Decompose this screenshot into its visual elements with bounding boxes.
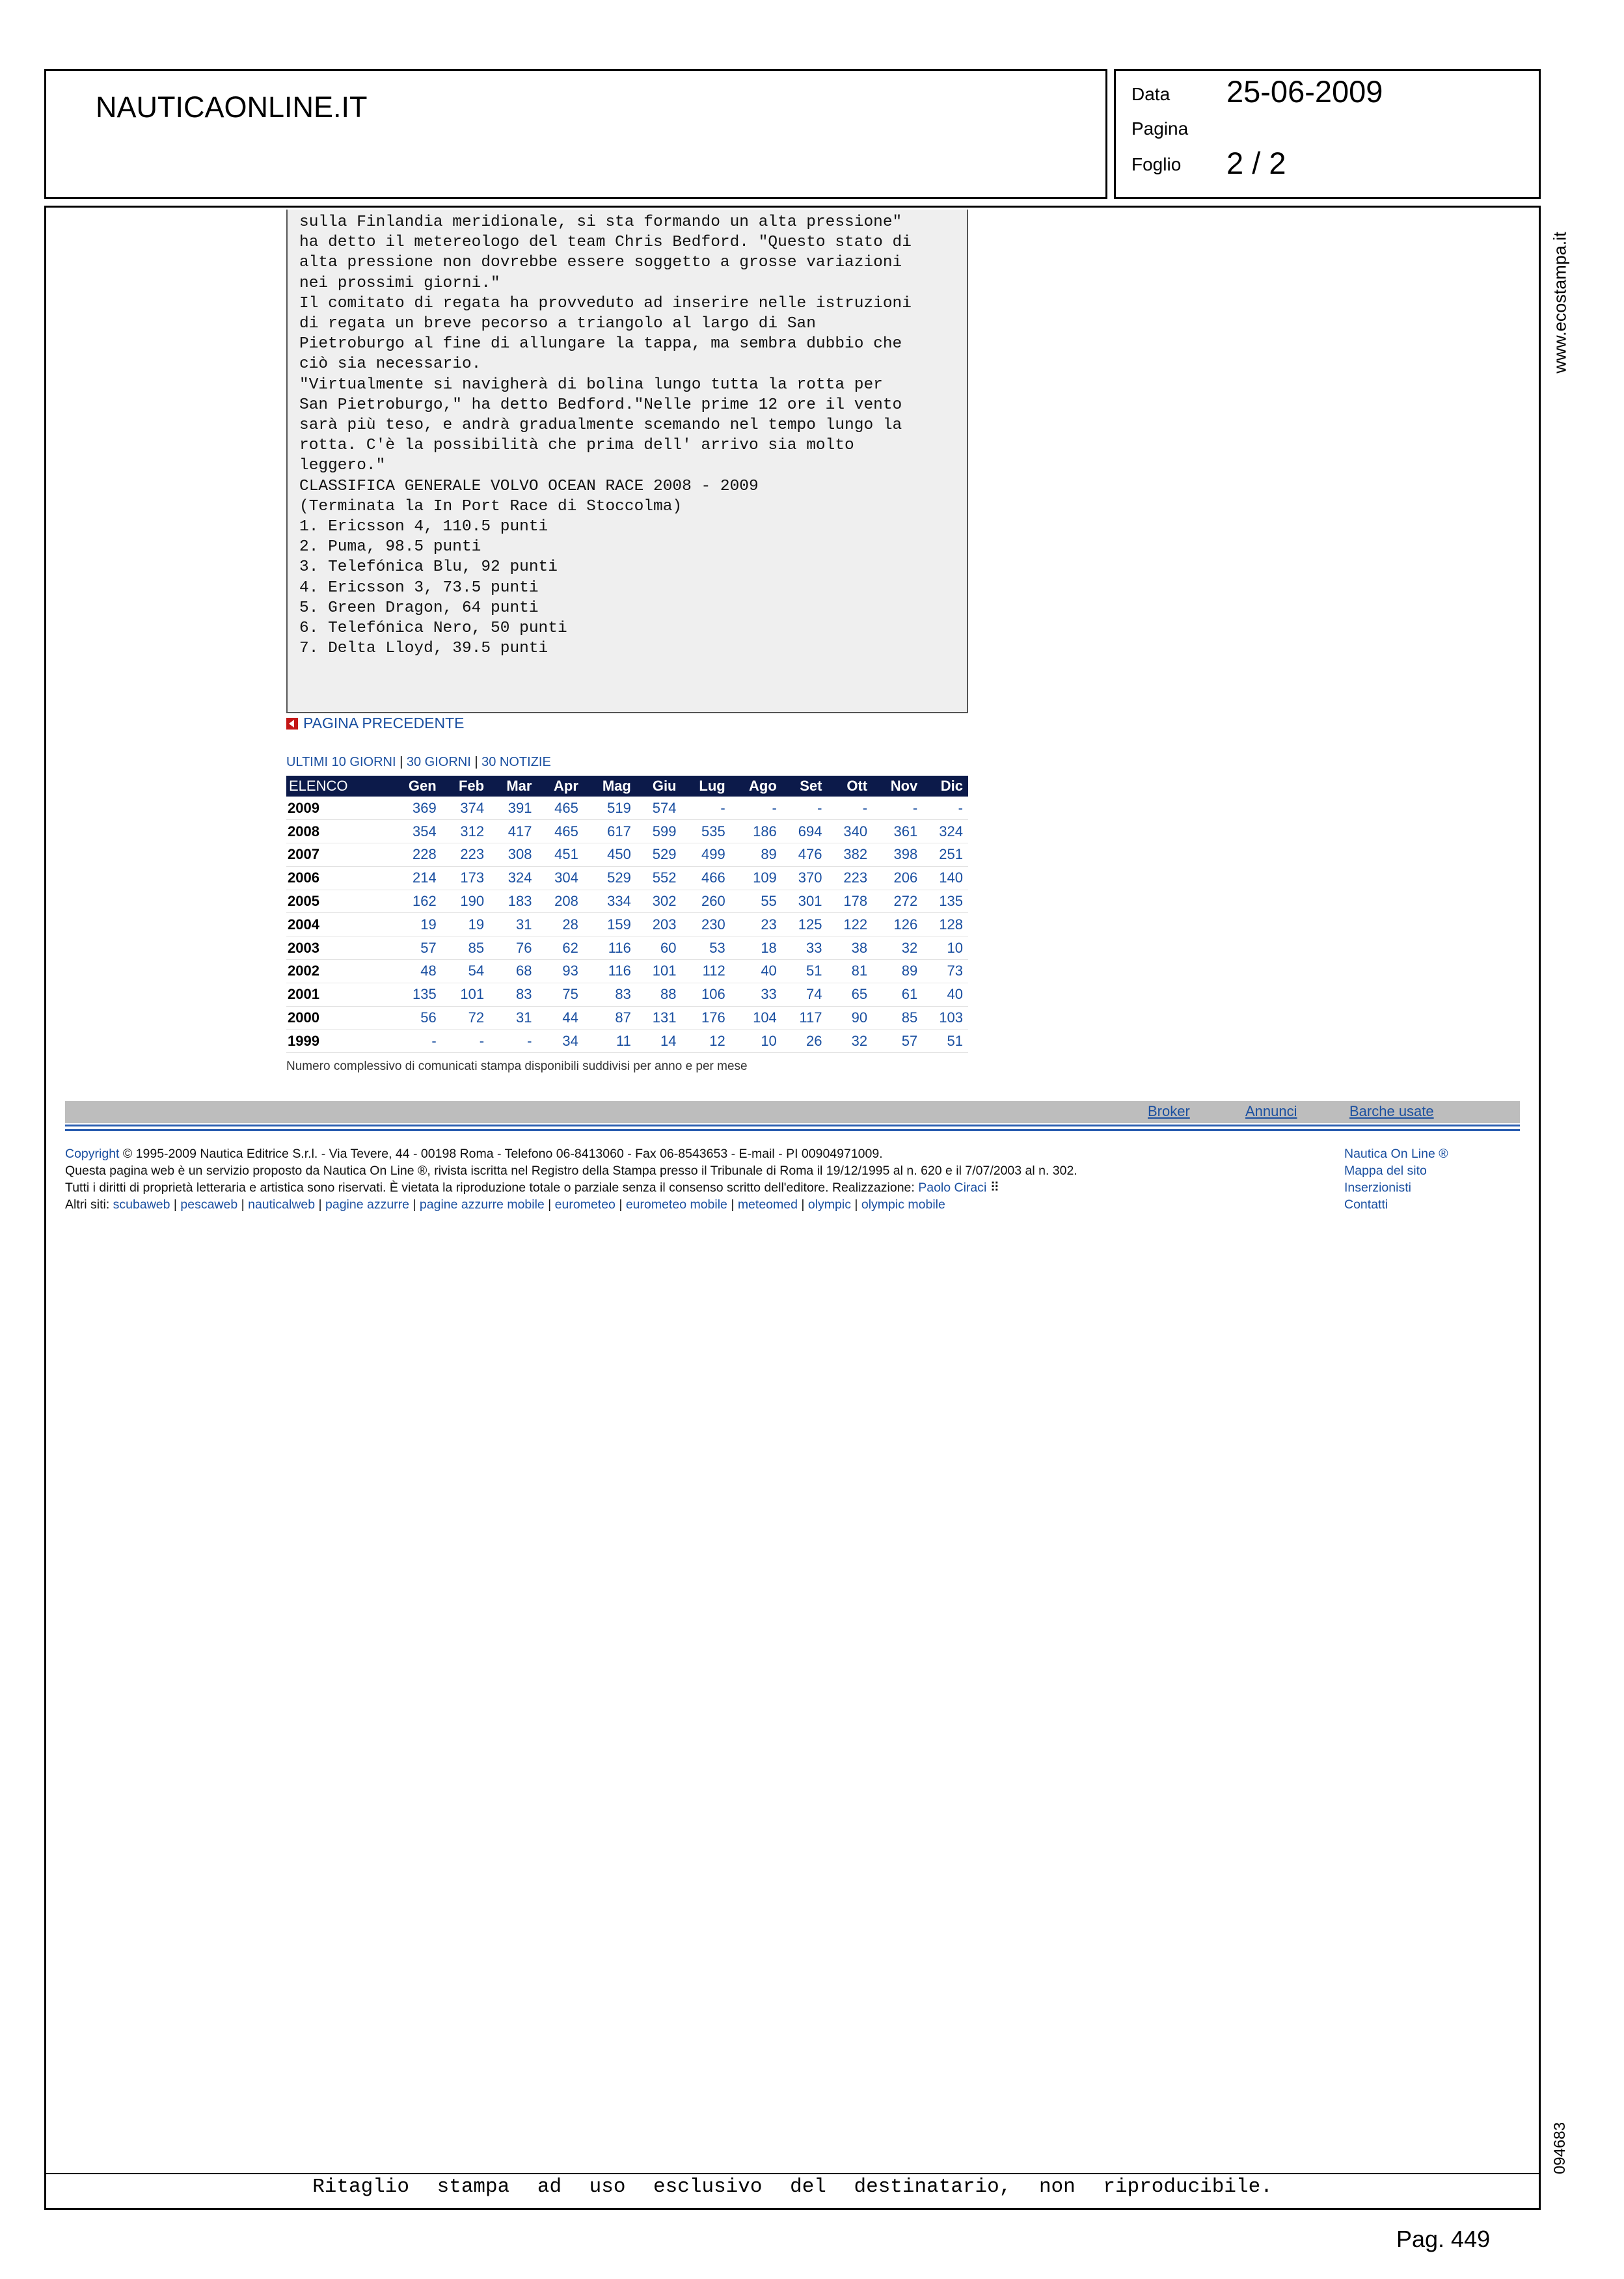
year-cell: 2007 xyxy=(286,843,390,867)
count-cell[interactable]: 75 xyxy=(537,983,583,1006)
count-cell[interactable]: 214 xyxy=(390,866,442,890)
ranking-entry: 4. Ericsson 3, 73.5 punti xyxy=(299,579,539,597)
count-cell[interactable]: 176 xyxy=(682,1006,731,1030)
count-cell[interactable]: 223 xyxy=(442,843,489,867)
count-cell[interactable]: 116 xyxy=(584,960,636,983)
count-cell: - xyxy=(827,797,873,820)
year-cell: 2008 xyxy=(286,820,390,843)
count-cell[interactable]: 391 xyxy=(489,797,537,820)
count-cell: - xyxy=(390,1030,442,1053)
count-cell[interactable]: 228 xyxy=(390,843,442,867)
count-cell: - xyxy=(682,797,731,820)
table-row xyxy=(286,913,968,936)
clipping-notice: Ritaglio stampa ad uso esclusivo del destinatario, non riproducibile. xyxy=(312,2176,1273,2198)
count-cell[interactable]: 51 xyxy=(782,960,828,983)
author-link[interactable]: Paolo Ciraci xyxy=(918,1180,987,1195)
count-cell: - xyxy=(442,1030,489,1053)
count-cell[interactable]: 40 xyxy=(923,983,968,1006)
article-line: ciò sia necessario. xyxy=(299,355,481,374)
count-cell[interactable]: 374 xyxy=(442,797,489,820)
stats-col-header: Dic xyxy=(923,776,968,797)
count-cell[interactable]: 308 xyxy=(489,843,537,867)
stats-col-header: Mag xyxy=(584,776,636,797)
count-cell[interactable]: 33 xyxy=(731,983,782,1006)
stats-col-header: Set xyxy=(782,776,828,797)
stats-col-header: Gen xyxy=(390,776,442,797)
side-code xyxy=(1547,2112,1573,2184)
nautica-online-link[interactable]: Nautica On Line ® xyxy=(1344,1147,1448,1161)
count-cell[interactable]: 103 xyxy=(923,1006,968,1030)
count-cell[interactable]: 31 xyxy=(489,1006,537,1030)
year-cell: 2009 xyxy=(286,797,390,820)
side-url-text: www.ecostampa.it xyxy=(1550,232,1570,374)
count-cell[interactable]: 340 xyxy=(827,820,873,843)
table-row xyxy=(286,983,968,1006)
stats-col-header: ELENCO xyxy=(286,776,390,797)
stats-col-header: Feb xyxy=(442,776,489,797)
ranking-entry: 7. Delta Lloyd, 39.5 punti xyxy=(299,640,548,658)
registration-line: Questa pagina web è un servizio proposto da Nautica On Line ®, rivista iscritta nel Registro della Stampa presso il Tribunale di Roma il 19/12/1995 al n. 620 e il 7/07/2003 al n. 302. xyxy=(65,1164,1077,1178)
count-cell[interactable]: 85 xyxy=(873,1006,923,1030)
count-cell[interactable]: 11 xyxy=(584,1030,636,1053)
count-cell[interactable]: 190 xyxy=(442,890,489,913)
count-cell[interactable]: 57 xyxy=(390,936,442,960)
other-sites-line: Altri siti: scubaweb | pescaweb | nauticalweb | pagine azzurre | pagine azzurre mobile | eurometeo | eurometeo mobile | meteomed | olympic | olympic mobile xyxy=(65,1197,945,1212)
previous-page-label: PAGINA PRECEDENTE xyxy=(303,715,465,731)
header-publication-box xyxy=(44,69,1107,199)
count-cell[interactable]: 251 xyxy=(923,843,968,867)
footer-right-links xyxy=(1344,1145,1448,1213)
count-cell[interactable]: 19 xyxy=(442,913,489,936)
page-number: Pag. 449 xyxy=(1396,2226,1491,2252)
annunci-link[interactable]: Annunci xyxy=(1245,1103,1297,1119)
press-release-stats-table xyxy=(286,776,968,1053)
other-site-link[interactable]: meteomed xyxy=(737,1197,798,1212)
count-cell[interactable]: 417 xyxy=(489,820,537,843)
count-cell[interactable]: 162 xyxy=(390,890,442,913)
30-days-link[interactable]: 30 GIORNI xyxy=(406,755,471,769)
table-row xyxy=(286,1006,968,1030)
count-cell[interactable]: 23 xyxy=(731,913,782,936)
count-cell[interactable]: 12 xyxy=(682,1030,731,1053)
article-line: San Pietroburgo," ha detto Bedford."Nelle prime 12 ore il vento xyxy=(299,396,902,414)
ranking-entry: 2. Puma, 98.5 punti xyxy=(299,538,481,556)
count-cell[interactable]: 101 xyxy=(442,983,489,1006)
count-cell[interactable]: 87 xyxy=(584,1006,636,1030)
count-cell[interactable]: 301 xyxy=(782,890,828,913)
article-line: sulla Finlandia meridionale, si sta formando un alta pressione" xyxy=(299,213,902,231)
stats-col-header: Lug xyxy=(682,776,731,797)
count-cell[interactable]: 140 xyxy=(923,866,968,890)
count-cell[interactable]: 135 xyxy=(923,890,968,913)
table-row xyxy=(286,936,968,960)
other-site-link[interactable]: pagine azzurre mobile xyxy=(419,1197,545,1212)
other-site-link[interactable]: eurometeo xyxy=(554,1197,616,1212)
30-news-link[interactable]: 30 NOTIZIE xyxy=(481,755,551,769)
year-cell: 1999 xyxy=(286,1030,390,1053)
count-cell[interactable]: 48 xyxy=(390,960,442,983)
article-line: "Virtualmente si navigherà di bolina lungo tutta la rotta per xyxy=(299,375,883,394)
grid-icon: ⠿ xyxy=(990,1180,1000,1195)
table-row xyxy=(286,1030,968,1053)
article-line: rotta. C'è la possibilità che prima dell' arrivo sia molto xyxy=(299,437,854,455)
article-line: di regata un breve pecorso a triangolo al largo di San xyxy=(299,315,816,333)
count-cell[interactable]: 93 xyxy=(537,960,583,983)
sitemap-link[interactable]: Mappa del sito xyxy=(1344,1164,1427,1178)
last-10-days-link[interactable]: ULTIMI 10 GIORNI xyxy=(286,755,396,769)
count-cell[interactable]: 361 xyxy=(873,820,923,843)
count-cell[interactable]: 72 xyxy=(442,1006,489,1030)
count-cell[interactable]: 552 xyxy=(636,866,682,890)
count-cell[interactable]: 109 xyxy=(731,866,782,890)
contacts-link[interactable]: Contatti xyxy=(1344,1197,1388,1212)
sheet-label: Foglio xyxy=(1131,154,1182,174)
stats-col-header: Ago xyxy=(731,776,782,797)
count-cell[interactable]: 304 xyxy=(537,866,583,890)
count-cell[interactable]: 19 xyxy=(390,913,442,936)
count-cell[interactable]: 38 xyxy=(827,936,873,960)
count-cell[interactable]: 14 xyxy=(636,1030,682,1053)
article-line: Il comitato di regata ha provveduto ad inserire nelle istruzioni xyxy=(299,294,912,312)
stats-col-header: Mar xyxy=(489,776,537,797)
count-cell[interactable]: 465 xyxy=(537,820,583,843)
count-cell[interactable]: 324 xyxy=(489,866,537,890)
used-boats-link[interactable]: Barche usate xyxy=(1349,1103,1434,1119)
table-row xyxy=(286,960,968,983)
other-site-link[interactable]: olympic mobile xyxy=(861,1197,945,1212)
count-cell[interactable]: 76 xyxy=(489,936,537,960)
count-cell[interactable]: 116 xyxy=(584,936,636,960)
count-cell: - xyxy=(731,797,782,820)
count-cell[interactable]: 159 xyxy=(584,913,636,936)
count-cell[interactable]: 178 xyxy=(827,890,873,913)
count-cell[interactable]: 186 xyxy=(731,820,782,843)
count-cell[interactable]: 223 xyxy=(827,866,873,890)
count-cell[interactable]: 529 xyxy=(584,866,636,890)
table-row xyxy=(286,820,968,843)
count-cell[interactable]: 40 xyxy=(731,960,782,983)
count-cell[interactable]: 535 xyxy=(682,820,731,843)
nav-divider-lines xyxy=(65,1125,1520,1134)
count-cell[interactable]: 324 xyxy=(923,820,968,843)
count-cell[interactable]: 73 xyxy=(923,960,968,983)
advertisers-link[interactable]: Inserzionisti xyxy=(1344,1180,1411,1195)
count-cell[interactable]: 131 xyxy=(636,1006,682,1030)
sheet-value: 2 / 2 xyxy=(1226,146,1286,180)
ranking-entry: 5. Green Dragon, 64 punti xyxy=(299,599,539,617)
year-cell: 2006 xyxy=(286,866,390,890)
stats-range-links: ULTIMI 10 GIORNI | 30 GIORNI | 30 NOTIZIE xyxy=(286,755,551,769)
ranking-entry: 3. Telefónica Blu, 92 punti xyxy=(299,558,558,577)
count-cell[interactable]: 90 xyxy=(827,1006,873,1030)
count-cell[interactable]: 519 xyxy=(584,797,636,820)
article-line: sarà più teso, e andrà gradualmente scemando nel tempo lungo la xyxy=(299,416,902,435)
count-cell[interactable]: 117 xyxy=(782,1006,828,1030)
count-cell[interactable]: 85 xyxy=(442,936,489,960)
header-info-box xyxy=(1114,69,1541,199)
count-cell[interactable]: 10 xyxy=(731,1030,782,1053)
other-site-link[interactable]: eurometeo mobile xyxy=(625,1197,727,1212)
table-row xyxy=(286,843,968,867)
count-cell[interactable]: 28 xyxy=(537,913,583,936)
date-label: Data xyxy=(1131,84,1171,104)
publication-name: NAUTICAONLINE.IT xyxy=(96,90,368,124)
count-cell[interactable]: 208 xyxy=(537,890,583,913)
frame-divider xyxy=(46,2173,1539,2174)
other-site-link[interactable]: olympic xyxy=(807,1197,851,1212)
page-label: Pagina xyxy=(1131,118,1189,139)
count-cell[interactable]: 354 xyxy=(390,820,442,843)
ranking-subtitle: (Terminata la In Port Race di Stoccolma) xyxy=(299,497,683,515)
stats-col-header: Nov xyxy=(873,776,923,797)
article-box xyxy=(286,210,968,713)
count-cell[interactable]: 173 xyxy=(442,866,489,890)
count-cell[interactable]: 302 xyxy=(636,890,682,913)
count-cell[interactable]: 61 xyxy=(873,983,923,1006)
count-cell[interactable]: 126 xyxy=(873,913,923,936)
count-cell[interactable]: 260 xyxy=(682,890,731,913)
count-cell[interactable]: 529 xyxy=(636,843,682,867)
article-line: Pietroburgo al fine di allungare la tappa, ma sembra dubbio che xyxy=(299,335,902,353)
count-cell[interactable]: 65 xyxy=(827,983,873,1006)
count-cell[interactable]: 56 xyxy=(390,1006,442,1030)
year-cell: 2003 xyxy=(286,936,390,960)
year-cell: 2000 xyxy=(286,1006,390,1030)
count-cell[interactable]: 34 xyxy=(537,1030,583,1053)
side-code-text: 094683 xyxy=(1551,2122,1569,2175)
count-cell[interactable]: 44 xyxy=(537,1006,583,1030)
count-cell[interactable]: 450 xyxy=(584,843,636,867)
count-cell[interactable]: 112 xyxy=(682,960,731,983)
stats-col-header: Ott xyxy=(827,776,873,797)
count-cell[interactable]: 89 xyxy=(731,843,782,867)
back-arrow-icon xyxy=(286,718,298,730)
count-cell: - xyxy=(923,797,968,820)
count-cell[interactable]: 60 xyxy=(636,936,682,960)
count-cell[interactable]: 230 xyxy=(682,913,731,936)
ranking-title: CLASSIFICA GENERALE VOLVO OCEAN RACE 2008 - 2009 xyxy=(299,477,759,495)
count-cell[interactable]: 122 xyxy=(827,913,873,936)
side-url xyxy=(1547,221,1573,384)
other-site-link[interactable]: pescaweb xyxy=(180,1197,238,1212)
count-cell[interactable]: 57 xyxy=(873,1030,923,1053)
ranking-entry: 6. Telefónica Nero, 50 punti xyxy=(299,620,567,638)
copyright-link[interactable]: Copyright xyxy=(65,1147,120,1161)
count-cell[interactable]: 128 xyxy=(923,913,968,936)
count-cell[interactable]: 206 xyxy=(873,866,923,890)
count-cell[interactable]: 54 xyxy=(442,960,489,983)
count-cell[interactable]: 83 xyxy=(489,983,537,1006)
count-cell[interactable]: 125 xyxy=(782,913,828,936)
count-cell[interactable]: 694 xyxy=(782,820,828,843)
count-cell[interactable]: 334 xyxy=(584,890,636,913)
count-cell[interactable]: 83 xyxy=(584,983,636,1006)
year-cell: 2004 xyxy=(286,913,390,936)
count-cell[interactable]: 370 xyxy=(782,866,828,890)
date-value: 25-06-2009 xyxy=(1226,74,1383,109)
year-cell: 2005 xyxy=(286,890,390,913)
bottom-nav-bar xyxy=(65,1101,1520,1123)
count-cell[interactable]: 88 xyxy=(636,983,682,1006)
count-cell[interactable]: 369 xyxy=(390,797,442,820)
stats-col-header: Apr xyxy=(537,776,583,797)
count-cell[interactable]: 451 xyxy=(537,843,583,867)
count-cell[interactable]: 51 xyxy=(923,1030,968,1053)
count-cell: - xyxy=(782,797,828,820)
count-cell[interactable]: 599 xyxy=(636,820,682,843)
count-cell[interactable]: 33 xyxy=(782,936,828,960)
year-cell: 2002 xyxy=(286,960,390,983)
count-cell[interactable]: 183 xyxy=(489,890,537,913)
article-line: nei prossimi giorni." xyxy=(299,274,500,292)
count-cell[interactable]: 135 xyxy=(390,983,442,1006)
count-cell[interactable]: 398 xyxy=(873,843,923,867)
article-line: alta pressione non dovrebbe essere soggetto a grosse variazioni xyxy=(299,254,902,272)
count-cell[interactable]: 104 xyxy=(731,1006,782,1030)
previous-page-link[interactable] xyxy=(286,715,465,732)
site-footer xyxy=(65,1145,1077,1213)
count-cell[interactable]: 26 xyxy=(782,1030,828,1053)
stats-col-header: Giu xyxy=(636,776,682,797)
broker-link[interactable]: Broker xyxy=(1148,1103,1190,1119)
other-site-link[interactable]: scubaweb xyxy=(113,1197,170,1212)
count-cell[interactable]: 55 xyxy=(731,890,782,913)
article-line: ha detto il metereologo del team Chris Bedford. "Questo stato di xyxy=(299,234,912,252)
count-cell[interactable]: 31 xyxy=(489,913,537,936)
table-row xyxy=(286,890,968,913)
count-cell[interactable]: 10 xyxy=(923,936,968,960)
count-cell[interactable]: 18 xyxy=(731,936,782,960)
count-cell[interactable]: 476 xyxy=(782,843,828,867)
ranking-entry: 1. Ericsson 4, 110.5 punti xyxy=(299,518,548,536)
count-cell[interactable]: 62 xyxy=(537,936,583,960)
table-row xyxy=(286,866,968,890)
count-cell[interactable]: 272 xyxy=(873,890,923,913)
article-line: leggero." xyxy=(299,457,386,475)
stats-note: Numero complessivo di comunicati stampa disponibili suddivisi per anno e per mese xyxy=(286,1059,748,1073)
other-site-link[interactable]: pagine azzurre xyxy=(325,1197,409,1212)
other-site-link[interactable]: nauticalweb xyxy=(248,1197,316,1212)
count-cell[interactable]: 81 xyxy=(827,960,873,983)
count-cell[interactable]: 382 xyxy=(827,843,873,867)
stats-header-row xyxy=(286,776,968,797)
count-cell[interactable]: 32 xyxy=(873,936,923,960)
count-cell[interactable]: 466 xyxy=(682,866,731,890)
count-cell[interactable]: 101 xyxy=(636,960,682,983)
rights-line: Tutti i diritti di proprietà letteraria e artistica sono riservati. È vietata la riproduzione totale o parziale senza il consenso scritto dell'editore. Realizzazione: Paolo Ciraci ⠿ xyxy=(65,1180,1000,1195)
count-cell: - xyxy=(873,797,923,820)
table-row xyxy=(286,797,968,820)
count-cell[interactable]: 89 xyxy=(873,960,923,983)
count-cell[interactable]: 53 xyxy=(682,936,731,960)
count-cell[interactable]: 32 xyxy=(827,1030,873,1053)
count-cell[interactable]: 465 xyxy=(537,797,583,820)
count-cell[interactable]: 574 xyxy=(636,797,682,820)
count-cell[interactable]: 617 xyxy=(584,820,636,843)
copyright-line: Copyright © 1995-2009 Nautica Editrice S.r.l. - Via Tevere, 44 - 00198 Roma - Telefono 06-8413060 - Fax 06-8543653 - E-mail - PI 00904971009. xyxy=(65,1147,883,1161)
year-cell: 2001 xyxy=(286,983,390,1006)
count-cell[interactable]: 499 xyxy=(682,843,731,867)
count-cell[interactable]: 68 xyxy=(489,960,537,983)
count-cell: - xyxy=(489,1030,537,1053)
count-cell[interactable]: 74 xyxy=(782,983,828,1006)
count-cell[interactable]: 312 xyxy=(442,820,489,843)
count-cell[interactable]: 203 xyxy=(636,913,682,936)
count-cell[interactable]: 106 xyxy=(682,983,731,1006)
